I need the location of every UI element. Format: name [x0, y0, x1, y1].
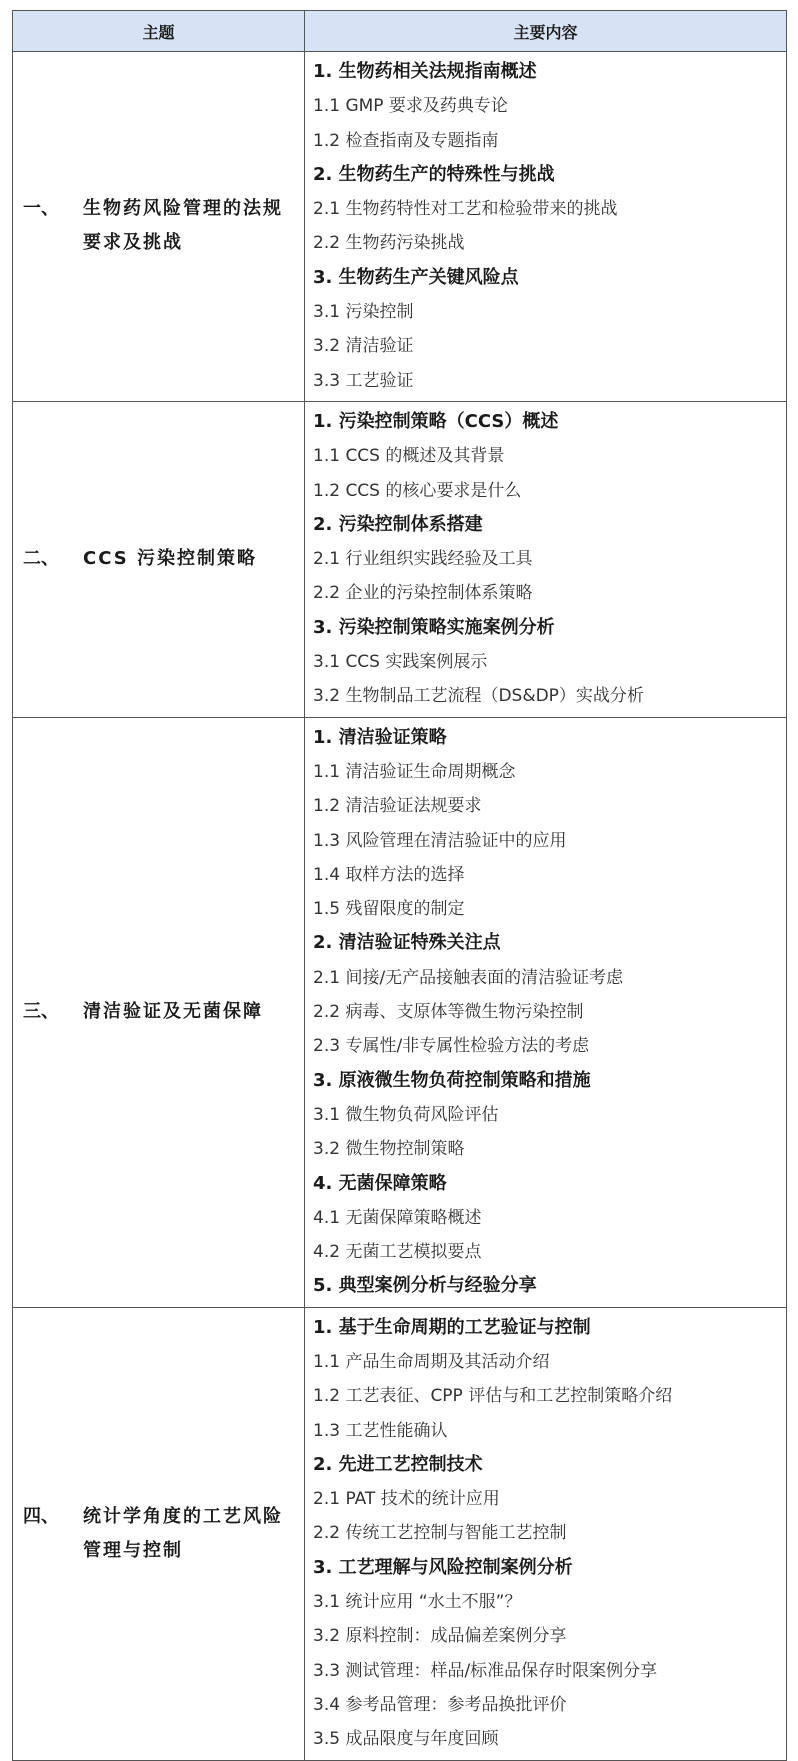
content-subitem: 1.2 工艺表征、CPP 评估与和工艺控制策略介绍 — [313, 1386, 673, 1407]
content-subitem: 3.1 统计应用 “水土不服”？ — [313, 1592, 522, 1613]
content-heading: 3. 工艺理解与风险控制案例分析 — [313, 1556, 573, 1578]
content-subitem: 1.2 CCS 的核心要求是什么 — [313, 480, 522, 501]
section-row — [13, 52, 787, 402]
content-subitem: 1.2 清洁验证法规要求 — [313, 796, 482, 817]
section-row — [13, 401, 787, 717]
content-subitem: 4.1 无菌保障策略概述 — [313, 1207, 482, 1228]
content-subitem: 3.1 微生物负荷风险评估 — [313, 1104, 499, 1125]
section-title: CCS 污染控制策略 — [83, 548, 257, 570]
header-row — [13, 11, 787, 52]
content-subitem: 1.4 取样方法的选择 — [313, 864, 465, 885]
content-subitem: 2.1 间接/无产品接触表面的清洁验证考虑 — [313, 967, 624, 988]
content-subitem: 3.3 工艺验证 — [313, 370, 414, 391]
content-subitem: 3.2 微生物控制策略 — [313, 1139, 465, 1160]
content-heading: 1. 基于生命周期的工艺验证与控制 — [313, 1316, 591, 1338]
section-title: 统计学角度的工艺风险管理与控制 — [83, 1505, 283, 1561]
content-subitem: 3.4 参考品管理：参考品换批评价 — [313, 1694, 567, 1715]
section-content-cell — [305, 1307, 787, 1760]
section-number: 二、 — [23, 548, 59, 570]
content-subitem: 1.5 残留限度的制定 — [313, 899, 465, 920]
content-subitem: 2.2 生物药污染挑战 — [313, 233, 465, 254]
section-topic-cell — [13, 52, 305, 402]
content-heading: 4. 无菌保障策略 — [313, 1172, 447, 1194]
section-row — [13, 1307, 787, 1760]
section-topic-cell — [13, 401, 305, 717]
content-heading: 1. 清洁验证策略 — [313, 726, 447, 748]
content-subitem: 1.3 工艺性能确认 — [313, 1420, 448, 1441]
section-title: 清洁验证及无菌保障 — [83, 1001, 263, 1023]
content-heading: 2. 先进工艺控制技术 — [313, 1453, 483, 1475]
content-heading: 2. 污染控制体系搭建 — [313, 513, 483, 535]
content-subitem: 3.1 污染控制 — [313, 302, 414, 323]
content-heading: 5. 典型案例分析与经验分享 — [313, 1275, 537, 1297]
section-number: 四、 — [23, 1505, 59, 1527]
content-subitem: 3.2 生物制品工艺流程（DS&DP）实战分析 — [313, 686, 644, 707]
section-content-cell — [305, 401, 787, 717]
section-topic — [23, 542, 296, 576]
content-subitem: 1.1 清洁验证生命周期概念 — [313, 761, 516, 782]
content-subitem: 1.1 CCS 的概述及其背景 — [313, 446, 505, 467]
section-topic-cell — [13, 717, 305, 1307]
content-heading: 2. 生物药生产的特殊性与挑战 — [313, 163, 555, 185]
content-subitem: 3.5 成品限度与年度回顾 — [313, 1729, 499, 1750]
content-subitem: 3.1 CCS 实践案例展示 — [313, 652, 488, 673]
header-content: 主要内容 — [305, 11, 787, 52]
content-subitem: 2.2 传统工艺控制与智能工艺控制 — [313, 1523, 567, 1544]
section-number: 三、 — [23, 1001, 59, 1023]
content-heading: 2. 清洁验证特殊关注点 — [313, 932, 501, 954]
section-title: 生物药风险管理的法规要求及挑战 — [83, 198, 283, 254]
section-topic — [23, 995, 296, 1029]
content-subitem: 4.2 无菌工艺模拟要点 — [313, 1242, 482, 1263]
content-subitem: 3.2 清洁验证 — [313, 336, 414, 357]
content-heading: 3. 生物药生产关键风险点 — [313, 266, 519, 288]
section-topic — [23, 1500, 296, 1568]
content-subitem: 3.2 原料控制：成品偏差案例分享 — [313, 1626, 567, 1647]
content-subitem: 2.1 PAT 技术的统计应用 — [313, 1489, 500, 1510]
section-number: 一、 — [23, 198, 59, 220]
content-subitem: 2.2 企业的污染控制体系策略 — [313, 583, 533, 604]
syllabus-table — [12, 10, 787, 1761]
section-topic-cell — [13, 1307, 305, 1760]
content-subitem: 2.3 专属性/非专属性检验方法的考虑 — [313, 1036, 590, 1057]
content-subitem: 3.3 测试管理：样品/标准品保存时限案例分享 — [313, 1660, 658, 1681]
section-content-cell — [305, 717, 787, 1307]
header-topic: 主题 — [13, 11, 305, 52]
content-heading: 3. 污染控制策略实施案例分析 — [313, 616, 555, 638]
content-heading: 3. 原液微生物负荷控制策略和措施 — [313, 1069, 591, 1091]
section-content-cell — [305, 52, 787, 402]
content-heading: 1. 生物药相关法规指南概述 — [313, 61, 537, 82]
content-subitem: 1.1 产品生命周期及其活动介绍 — [313, 1351, 550, 1372]
content-subitem: 1.3 风险管理在清洁验证中的应用 — [313, 830, 567, 851]
section-topic — [23, 192, 296, 260]
content-subitem: 1.2 检查指南及专题指南 — [313, 130, 499, 151]
content-subitem: 2.2 病毒、支原体等微生物污染控制 — [313, 1002, 584, 1023]
content-heading: 1. 污染控制策略（CCS）概述 — [313, 410, 559, 432]
content-subitem: 1.1 GMP 要求及药典专论 — [313, 96, 508, 117]
content-subitem: 2.1 生物药特性对工艺和检验带来的挑战 — [313, 199, 618, 220]
syllabus-body — [13, 52, 787, 1761]
section-row — [13, 717, 787, 1307]
content-subitem: 2.1 行业组织实践经验及工具 — [313, 549, 533, 570]
